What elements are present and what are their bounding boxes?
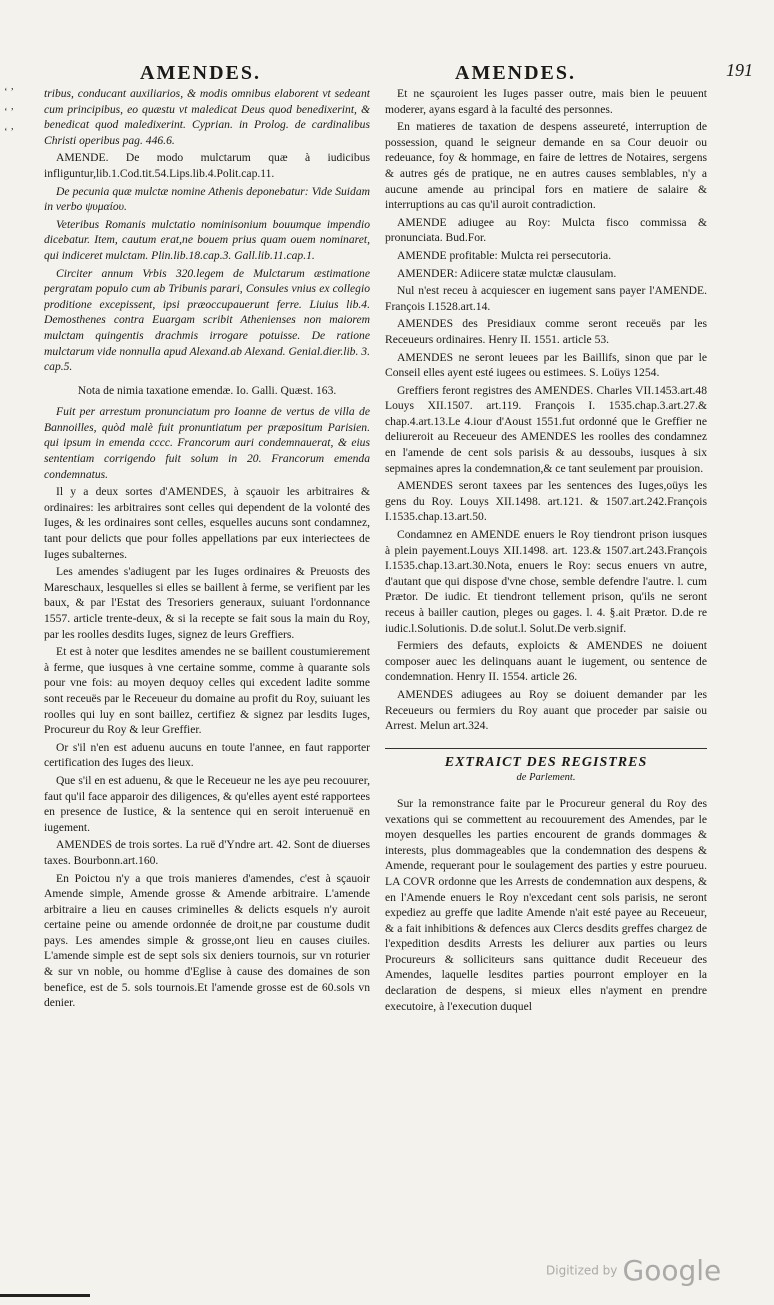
paragraph: AMENDER: Adiicere statæ mulctæ clausulam. [397,266,617,280]
running-head-right: AMENDES. [455,62,577,84]
watermark-prefix: Digitized by [546,1263,618,1278]
extract-body: Sur la remonstrance faite par le Procureur general du Roy des vexations qui se commettent au recouurement des Amendes, par le moyen desquelles les parties encourent de grands dommages & interests, plus dommageables que la condemnation des despens & Amende, requerant pour le soulagement des parties y estre pourueu. LA COVR ordonne que les Arrests de condemnation aux despens, & en l'Amende enuers le Roy n'excedant cent sols parisis, ne seront expediez au greffe que ladite Amende n'ait esté payee au Receueur, & a fait inhibitions & defences aux Clercs desdits greffes chargez de l'expedition desdits Arrests les deliurer aux parties ou leurs Procureurs & solliciteurs sans quittance dudit Receueur des Amendes, laquelle lesdites parties pourront employer en la declaration de despens, si mieux elles n'ayment en prendre executoire, à l'execution duquel [385,796,707,1013]
bottom-scan-edge [0,1294,90,1297]
paragraph: Condamnez en AMENDE enuers le Roy tiendront prison iusques à plein payement.Louys XII.1498. art. 123.& 1507.art.243.François I.1535.chap.13.art.30.Nota, enuers le Roy: secus enuers vn autre, d'autant que qui dispose d'vne chose, semble defendre l'autre. l. cum Prætor. De iudic. Et tiendront tellement prison, qu'ils ne seront receus à bailler caution, pleges ou gages. l. 4. §.ait Prætor. D.de re iudic.l.Solutionis. D.de solut.l. Solut.De verb.signif. [385,528,707,635]
paragraph: AMENDES adiugees au Roy se doiuent demander par les Receueurs ou fermiers du Roy auant que proceder par saisie ou Arrest. Melun art.324. [385,687,707,733]
paragraph: Nul n'est receu à acquiescer en iugement sans payer l'AMENDE. François I.1528.art.14. [385,284,707,313]
paragraph: AMENDES des Presidiaux comme seront receuës par les Receueurs ordinaires. Henry II. 1551. article 53. [385,317,707,346]
left-column [44,86,370,1116]
paragraph: AMENDES ne seront leuees par les Baillifs, sinon que par le Conseil elles ayent esté iugees ou estimees. S. Loüys 1254. [385,350,707,380]
paragraph: En Poictou n'y a que trois manieres d'amendes, c'est à sçauoir Amende simple, Amende grosse & Amende arbitraire. L'amende arbitraire a lieu en causes criminelles & delicts esquels n'y auroit certaine peine ou amende ordonnée de droit,ne par coustume dudit pays. Les amendes simple & grosse,ont lieu en causes ciuiles. L'amende simple est de sept sols six deniers tournois, sur vn roturier & sur vn noble, ou homme d'Eglise à cause des domaines de son benefice, est de 5. sols tournois.Et l'amende grosse est de 60.sols vn denier. [44,871,370,1010]
running-head-left: AMENDES. [140,62,262,84]
google-watermark [546,1254,721,1287]
paragraph: Et ne sçauroient les Iuges passer outre, mais bien le peuuent moderer, ayans esgard à la faculté des personnes. [385,87,707,116]
paragraph: AMENDES de trois sortes. La ruë d'Yndre art. 42. Sont de diuerses taxes. Bourbonn.art.160. [44,838,370,867]
page-number: 191 [726,60,753,80]
paragraph: Fermiers des defauts, exploicts & AMENDES ne doiuent composer auec les delinquans auant le iugement, ou sentence de condemnation. Henry II. 1554. article 26. [385,639,707,684]
extract-subtitle: de Parlement. [516,772,576,784]
paragraph: AMENDE adiugee au Roy: Mulcta fisco commissa & pronunciata. Bud.For. [385,215,707,245]
google-logo: Google [622,1254,722,1287]
paragraph: Circiter annum Vrbis 320.legem de Mulctarum æstimatione pergratam populo cum ab Tribunis parari, Consules vnius ex collegio proditione excepissent, ipsi præoccupauerunt ferre. Liuius lib.4. Demosthenes contra Euargam scribit Athenienses non maiorem mulctam quingentis drachmis irrogare potuisse. De ratione mulctarum vide nonnulla apud Alexand.ab Alexand. Genial.dier.lib. 3. cap.5. [44,266,370,374]
paragraph: AMENDE. De modo mulctarum quæ à iudicibus infliguntur,lib.1.Cod.tit.54.Lips.lib.4.Polit.cap.11. [44,151,370,180]
paragraph: Or s'il n'en est aduenu aucuns en toute l'annee, en faut rapporter certification des Iuges des lieux. [44,740,370,770]
paragraph: En matieres de taxation de despens asseureté, interruption de possession, quand le seigneur demande en sa Cour deuoir ou redeuance, foy & hommage, en faire de lettres de Notaires, sergens & autres gés de pratique, ne en autres causes semblables, n'y a aucune amende au principal fors en matiere de salaire & interruptions au cas qu'il auroit contradiction. [385,120,707,212]
paragraph: Et est à noter que lesdites amendes ne se baillent coustumierement à ferme, que iusques à vne certaine somme, comme à quarante sols pour vne fois: au moyen dequoy celles qui excedent ladite somme sont receuës par le Receueur du domaine au profit du Roy, suiuant les roolles qui luy en sont baillez, certifiez & signez par lesdits Iuges, Procureur du Roy & leur Greffier. [44,645,370,737]
paragraph: Que s'il en est aduenu, & que le Receueur ne les aye peu recouurer, faut qu'il face apparoir des diligences, & qu'elles ayent esté rapportees en presence de Iustice, & la sentence qui en seroit interuenuë en iugement. [44,773,370,834]
section-note: Nota de nimia taxatione emendæ. Io. Galli. Quæst. 163. [77,383,337,397]
paragraph: AMENDE profitable: Mulcta rei persecutoria. [397,248,612,262]
paragraph: Veteribus Romanis mulctatio nominisonium bouumque impendio dicebatur. Item, cautum erat,ne bouem prius quam ouem nominaret, qui indiceret mulctam. Plin.lib.18.cap.3. Gall.lib.11.cap.1. [44,217,370,262]
paragraph: Il y a deux sortes d'AMENDES, à sçauoir les arbitraires & ordinaires: les arbitraires sont celles qui dependent de la volonté des Iuges, & les ordinaires sont celles, esquelles aucuns sont condamnez, tant pour delicts que pour folles appellations par eux interiectees de Iuges subalternes. [44,485,370,561]
paragraph: De pecunia quæ mulctæ nomine Athenis deponebatur: Vide Suidam in verbo ψυμαίου. [44,184,370,214]
right-column [385,86,707,1266]
extract-title: EXTRAICT DES REGISTRES [385,748,707,771]
paragraph: tribus, conducant auxiliarios, & modis omnibus elaborent vt sedeant cum principibus, eo quæstu vt maledicat Deus quod benedixerint, & benedicat quod maledixerint. Cyprian. in Prolog. de cardinalibus Christi operibus pag. 446.6. [44,87,370,147]
paragraph: Fuit per arrestum pronunciatum pro Ioanne de vertus de villa de Bannoilles, quòd malè fuit pronuntiatum per præpositum Parisien. qui ipsum in emenda cccc. Francorum auri condemnauerat, & eius sententiam corrigendo fuit solum in 20. Francorum emenda condemnatus. [44,405,370,481]
paragraph: AMENDES seront taxees par les sentences des Iuges,oüys les gens du Roy. Louys XII.1498. art.121. & 1507.art.242.François I.1535.chap.13.art.50. [385,479,707,524]
paragraph: Les amendes s'adiugent par les Iuges ordinaires & Preuosts des Mareschaux, lesquelles si elles se baillent à ferme, se verifient par les baux, & par l'Estat des Tresoriers generaux, suiuant l'ordonnance 1557. article trente-deux, & si la recepte se fait sous la main du Roy, par les roolles desdits Iuges, signez de leurs Greffiers. [44,565,370,641]
paragraph: Greffiers feront registres des AMENDES. Charles VII.1453.art.48 Louys XII.1507. art.119. François I. 1535.chap.3.art.27.& chap.4.art.13.Le 4.iour d'Aoust 1551.fut ordonné que le Greffier ne deliureroit au Receueur des AMENDES les roolles des condamnez en l'amende de cent sols parisis & au dessoubs, iusques à six sepmaines apres la condemnation,& ce tant seulement par prouision. [385,383,707,475]
margin-marks: ‘ ’ ‘ ’ ‘ ’ [4,86,15,138]
